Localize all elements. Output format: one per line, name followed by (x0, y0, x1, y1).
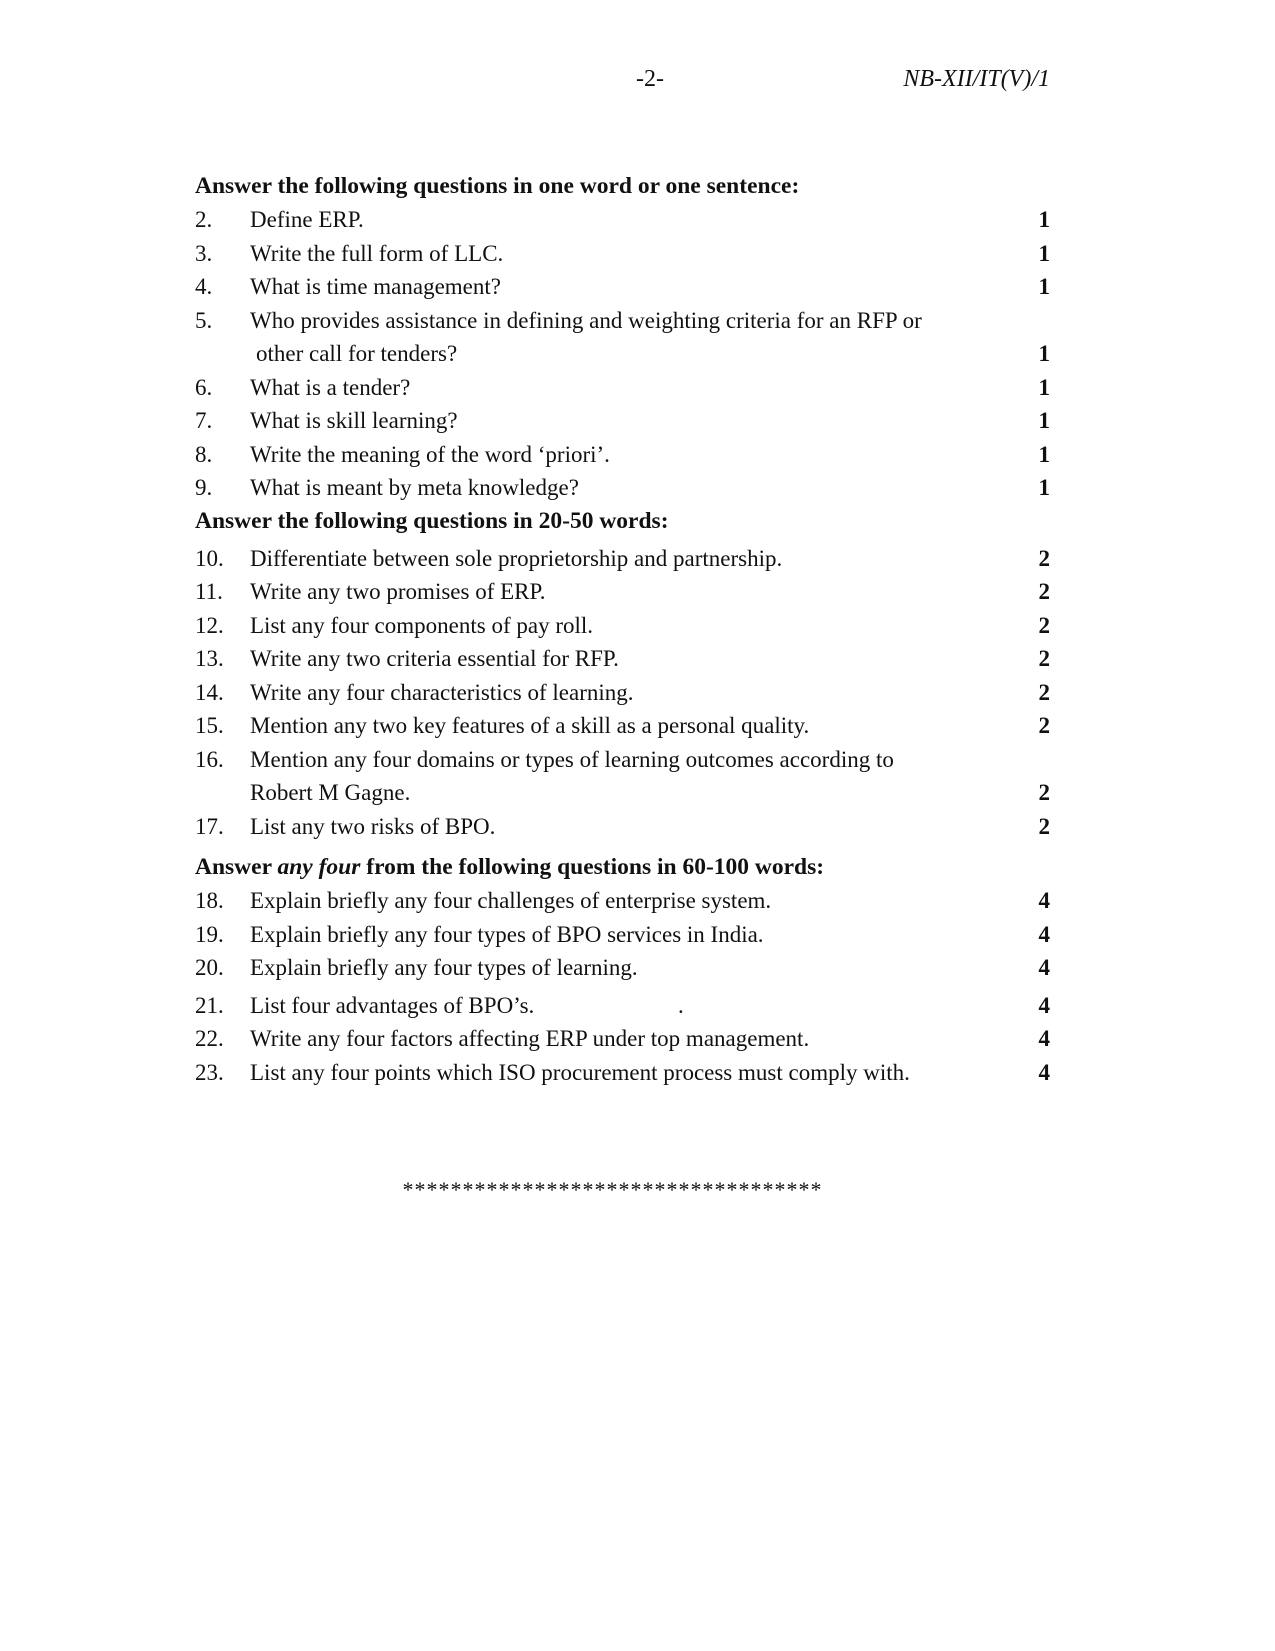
question-number: 3. (195, 240, 213, 266)
question-marks: 2 (1038, 713, 1050, 738)
question-marks: 2 (1038, 579, 1050, 604)
question-text-line: Who provides assistance in defining and weighting criteria for an RFP or (250, 307, 922, 333)
question-text: Explain briefly any four types of BPO services in India. (250, 921, 764, 947)
question-text-line: Mention any four domains or types of learning outcomes according to (250, 746, 894, 772)
question-number: 7. (195, 408, 213, 433)
question-number: 2. (195, 207, 213, 232)
question-item (195, 676, 1050, 710)
question-text: Write any two promises of ERP. (250, 579, 546, 604)
question-number: 22. (195, 1026, 224, 1051)
question-number: 14. (195, 679, 224, 705)
question-text: What is skill learning? (250, 408, 458, 433)
question-item (195, 542, 1050, 576)
question-marks: 2 (1038, 679, 1050, 705)
question-marks: 4 (1038, 1059, 1050, 1085)
question-text: List any four points which ISO procurement process must comply with. (250, 1059, 910, 1085)
question-text: List four advantages of BPO’s. . (250, 992, 684, 1018)
question-marks: 2 (1038, 646, 1050, 671)
question-number: 18. (195, 888, 224, 913)
question-text: Explain briefly any four challenges of enterprise system. (250, 888, 772, 913)
question-item (195, 237, 1050, 271)
question-text: Define ERP. (250, 207, 364, 232)
question-text: What is time management? (250, 274, 501, 299)
question-item (195, 989, 1050, 1023)
question-text: What is meant by meta knowledge? (250, 475, 579, 500)
question-number: 13. (195, 646, 224, 671)
end-of-paper-marker: *********************************** (402, 1177, 823, 1202)
question-number: 23. (195, 1059, 224, 1085)
question-text: Write any four characteristics of learning. (250, 679, 634, 705)
question-number: 20. (195, 955, 224, 980)
question-text: Write any two criteria essential for RFP. (250, 646, 619, 671)
question-number: 10. (195, 545, 224, 571)
question-marks: 2 (1038, 612, 1050, 638)
question-item (195, 884, 1050, 918)
question-text (250, 304, 1020, 371)
question-item (195, 304, 1050, 371)
question-marks: 1 (1038, 240, 1050, 266)
question-number: 6. (195, 374, 213, 400)
section-heading: Answer the following questions in one word or one sentence: (195, 173, 800, 199)
question-marks: 1 (1038, 374, 1050, 400)
question-item (195, 471, 1050, 505)
question-item (195, 438, 1050, 472)
question-item (195, 642, 1050, 676)
question-item (195, 951, 1050, 985)
question-marks: 1 (1038, 408, 1050, 433)
question-marks: 1 (1038, 475, 1050, 500)
question-text: List any four components of pay roll. (250, 612, 594, 638)
question-item (195, 743, 1050, 810)
question-text: What is a tender? (250, 374, 411, 400)
question-text: List any two risks of BPO. (250, 813, 496, 839)
question-marks: 4 (1038, 955, 1050, 980)
question-item (195, 575, 1050, 609)
section-heading-emphasis: any four (277, 854, 361, 880)
question-number: 12. (195, 612, 224, 638)
question-marks: 1 (1038, 274, 1050, 299)
question-number: 19. (195, 921, 224, 947)
question-number: 8. (195, 441, 213, 467)
question-text-line: Robert M Gagne. (250, 780, 411, 805)
question-item (195, 709, 1050, 743)
question-number: 11. (195, 579, 223, 604)
question-marks: 2 (1038, 545, 1050, 571)
question-number: 9. (195, 475, 213, 500)
question-text-line: other call for tenders? (256, 341, 458, 366)
question-number: 17. (195, 813, 224, 839)
question-marks: 1 (1038, 207, 1050, 232)
question-item (195, 404, 1050, 438)
question-text: Write the meaning of the word ‘priori’. (250, 441, 610, 467)
page-number: -2- (636, 66, 664, 92)
question-text: Write the full form of LLC. (250, 240, 504, 266)
question-text: Mention any two key features of a skill as a personal quality. (250, 713, 810, 738)
question-item (195, 270, 1050, 304)
question-marks: 1 (1038, 441, 1050, 467)
question-number: 5. (195, 307, 213, 333)
question-number: 21. (195, 992, 224, 1018)
question-marks: 2 (1038, 780, 1050, 805)
question-item (195, 371, 1050, 405)
question-text: Differentiate between sole proprietorship and partnership. (250, 545, 783, 571)
question-text: Write any four factors affecting ERP under top management. (250, 1026, 810, 1051)
question-number: 16. (195, 746, 224, 772)
question-marks: 4 (1038, 1026, 1050, 1051)
question-item (195, 810, 1050, 844)
question-item (195, 1056, 1050, 1090)
question-item (195, 918, 1050, 952)
question-text (250, 743, 1020, 810)
question-number: 15. (195, 713, 224, 738)
section-heading: Answer any four from the following questions in 60-100 words: (195, 854, 825, 880)
question-text: Explain briefly any four types of learning. (250, 955, 638, 980)
question-marks: 4 (1038, 992, 1050, 1018)
question-marks: 1 (1038, 341, 1050, 366)
question-paper-body (195, 170, 1050, 1089)
question-item (195, 609, 1050, 643)
question-number: 4. (195, 274, 213, 299)
question-item (195, 1022, 1050, 1056)
question-item (195, 203, 1050, 237)
paper-code: NB-XII/IT(V)/1 (903, 66, 1050, 92)
question-marks: 4 (1038, 888, 1050, 913)
section-heading: Answer the following questions in 20-50 words: (195, 507, 669, 534)
question-marks: 2 (1038, 813, 1050, 839)
question-marks: 4 (1038, 921, 1050, 947)
